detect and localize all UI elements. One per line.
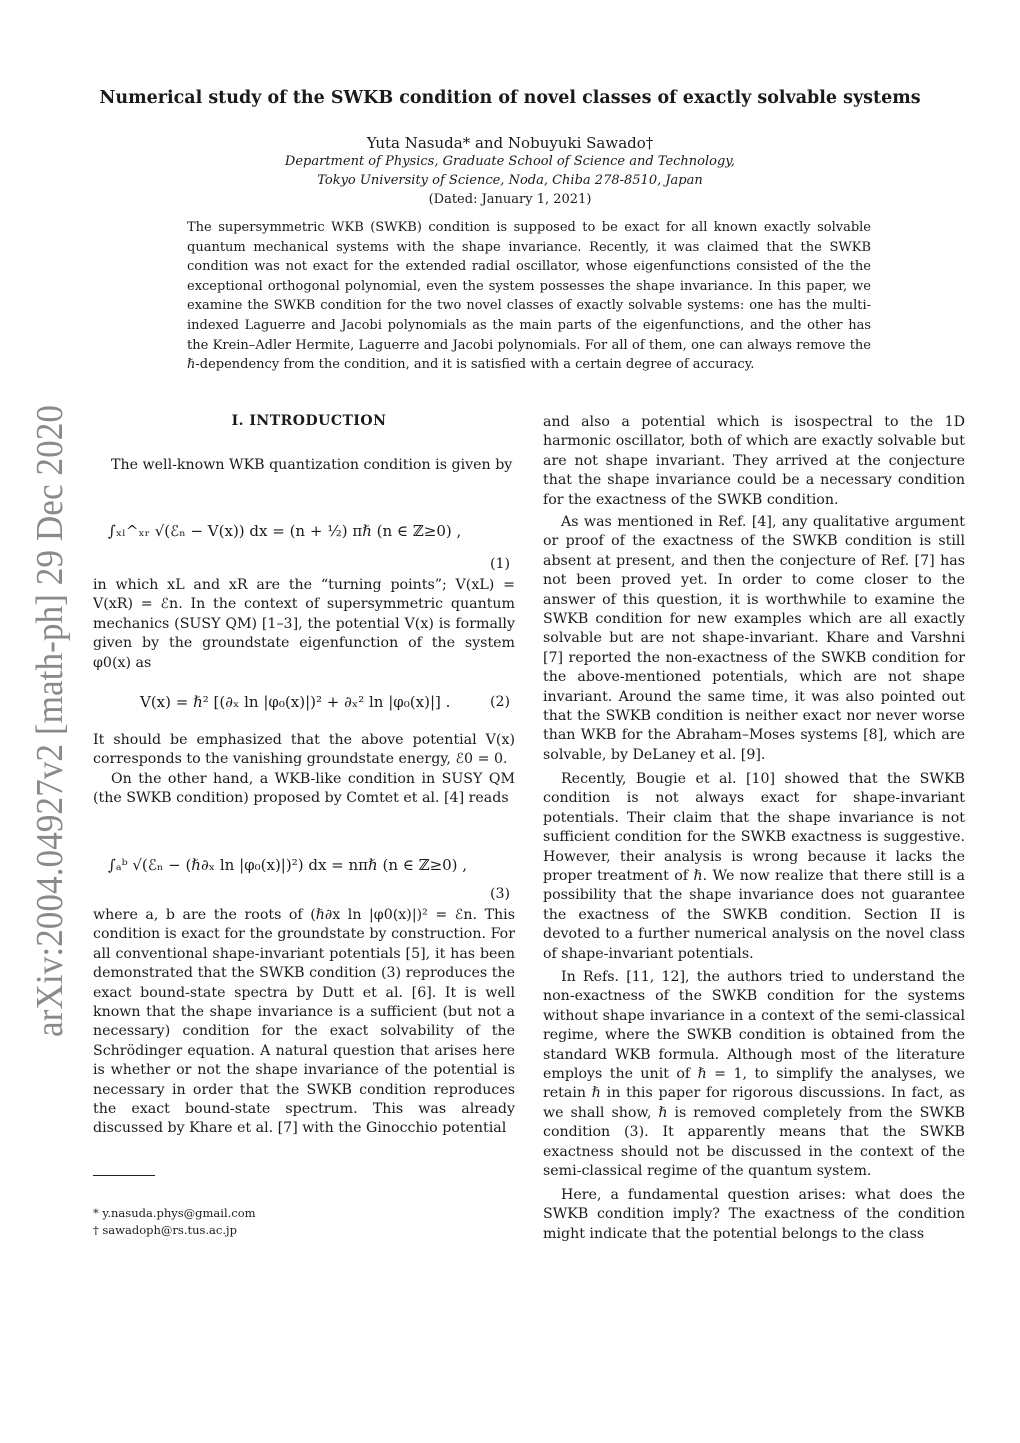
equation-2: V(x) = ℏ² [(∂ₓ ln |φ₀(x)|)² + ∂ₓ² ln |φ₀(x)|] .: [140, 693, 451, 711]
authors: Yuta Nasuda* and Nobuyuki Sawado†: [366, 134, 654, 152]
right-paragraph-1: and also a potential which is isospectral to the 1D harmonic oscillator, both of which are exactly solvable but are not shape invariant. They arrived at the conjecture that the shape invariance could be a necessary condition for the exactness of the SWKB condition.: [543, 414, 965, 508]
arxiv-identifier: [8, 395, 78, 1045]
footnote-1: * y.nasuda.phys@gmail.com: [93, 1206, 256, 1220]
abstract: The supersymmetric WKB (SWKB) condition is supposed to be exact for all known exactly solvable quantum mechanical systems with the shape invariance. Recently, it was claimed that the SWKB condition was not exact for the extended radial oscillator, whose eigenfunctions consisted of the the exceptional orthogonal polynomial, even the system possesses the shape invariance. In this paper, we examine the SWKB condition for the two novel classes of exactly solvable systems: one has the multi-indexed Laguerre and Jacobi polynomials as the main parts of the eigenfunctions, and the other has the Krein–Adler Hermite, Laguerre and Jacobi polynomials. For all of them, one can always remove the ℏ-dependency from the condition, and it is satisfied with a certain degree of accuracy.: [187, 220, 871, 373]
left-paragraph-1: The well-known WKB quantization condition is given by: [111, 457, 513, 473]
right-paragraph-5: Here, a fundamental question arises: what does the SWKB condition imply? The exactness of the condition might indicate that the potential belongs to the class: [543, 1187, 965, 1242]
equation-1: ∫ₓₗ^ₓᵣ √(ℰₙ − V(x)) dx = (n + ½) πℏ (n ∈ ℤ≥0) ,: [108, 522, 462, 540]
dated: (Dated: January 1, 2021): [428, 192, 592, 207]
arxiv-id-text: arXiv:2004.04927v2 [math-ph] 29 Dec 2020: [29, 395, 71, 1037]
right-paragraph-2: As was mentioned in Ref. [4], any qualitative argument or proof of the exactness of the SWKB condition is still absent at present, and then the conjecture of Ref. [7] has not been proved yet. In order to come closer to the answer of this question, it is worthwhile to examine the SWKB condition for new examples which are all exactly solvable but are not shape-invariant. Khare and Varshni [7] reported the non-exactness of the SWKB condition for the above-mentioned potentials, which are not shape invariant. Around the same time, it was also pointed out that the SWKB condition is neither exact nor never worse than WKB for the Abraham–Moses systems [8], which are solvable, by DeLaney et al. [9].: [543, 514, 965, 763]
left-paragraph-4: On the other hand, a WKB-like condition in SUSY QM (the SWKB condition) proposed by Comtet et al. [4] reads: [93, 771, 515, 807]
right-paragraph-3: Recently, Bougie et al. [10] showed that the SWKB condition is not always exact for shape-invariant potentials. Their claim that the shape invariance is not sufficient condition for the SWKB exactness is suggestive. However, their analysis is wrong because it lacks the proper treatment of ℏ. We now realize that there still is a possibility that the shape invariance does not guarantee the exactness of the SWKB condition. Section II is devoted to a further numerical analysis on the novel class of shape-invariant potentials.: [543, 771, 965, 962]
section-heading: I. INTRODUCTION: [231, 413, 387, 429]
equation-1-number: (1): [490, 556, 511, 572]
equation-2-number: (2): [490, 694, 511, 710]
affiliation-line-2: Tokyo University of Science, Noda, Chiba 278-8510, Japan: [317, 173, 703, 188]
left-paragraph-2: in which xL and xR are the “turning points”; V(xL) = V(xR) = ℰn. In the context of supersymmetric quantum mechanics (SUSY QM) [1–3], the potential V(x) is formally given by the groundstate eigenfunction of the system φ0(x) as: [93, 577, 515, 671]
paper-title: Numerical study of the SWKB condition of novel classes of exactly solvable systems: [99, 88, 921, 108]
affiliation-line-1: Department of Physics, Graduate School of Science and Technology,: [284, 154, 736, 169]
footnote-rule: [93, 1175, 155, 1176]
left-paragraph-5: where a, b are the roots of (ℏ∂x ln |φ0(x)|)² = ℰn. This condition is exact for the groundstate by construction. For all conventional shape-invariant potentials [5], it has been demonstrated that the SWKB condition (3) reproduces the exact bound-state spectra by Dutt et al. [6]. It is well known that the shape invariance is a sufficient (but not a necessary) condition for the exact solvability of the Schrödinger equation. A natural question that arises here is whether or not the shape invariance of the potential is necessary in order that the SWKB condition reproduces the exact bound-state spectrum. This was already discussed by Khare et al. [7] with the Ginocchio potential: [93, 907, 515, 1137]
footnote-2: † sawadoph@rs.tus.ac.jp: [93, 1223, 237, 1237]
left-paragraph-3: It should be emphasized that the above potential V(x) corresponds to the vanishing groundstate energy, ℰ0 = 0.: [93, 732, 515, 768]
right-paragraph-4: In Refs. [11, 12], the authors tried to understand the non-exactness of the SWKB condition for the systems without shape invariance in a context of the semi-classical regime, where the SWKB condition is obtained from the standard WKB formula. Although most of the literature employs the unit of ℏ = 1, to simplify the analyses, we retain ℏ in this paper for rigorous discussions. In fact, as we shall show, ℏ is removed completely from the SWKB condition (3). It apparently means that the SWKB exactness should not be discussed in the context of the semi-classical regime of the quantum system.: [543, 969, 965, 1180]
equation-3: ∫ₐᵇ √(ℰₙ − (ℏ∂ₓ ln |φ₀(x)|)²) dx = nπℏ (n ∈ ℤ≥0) ,: [108, 856, 468, 874]
equation-3-number: (3): [490, 886, 511, 902]
